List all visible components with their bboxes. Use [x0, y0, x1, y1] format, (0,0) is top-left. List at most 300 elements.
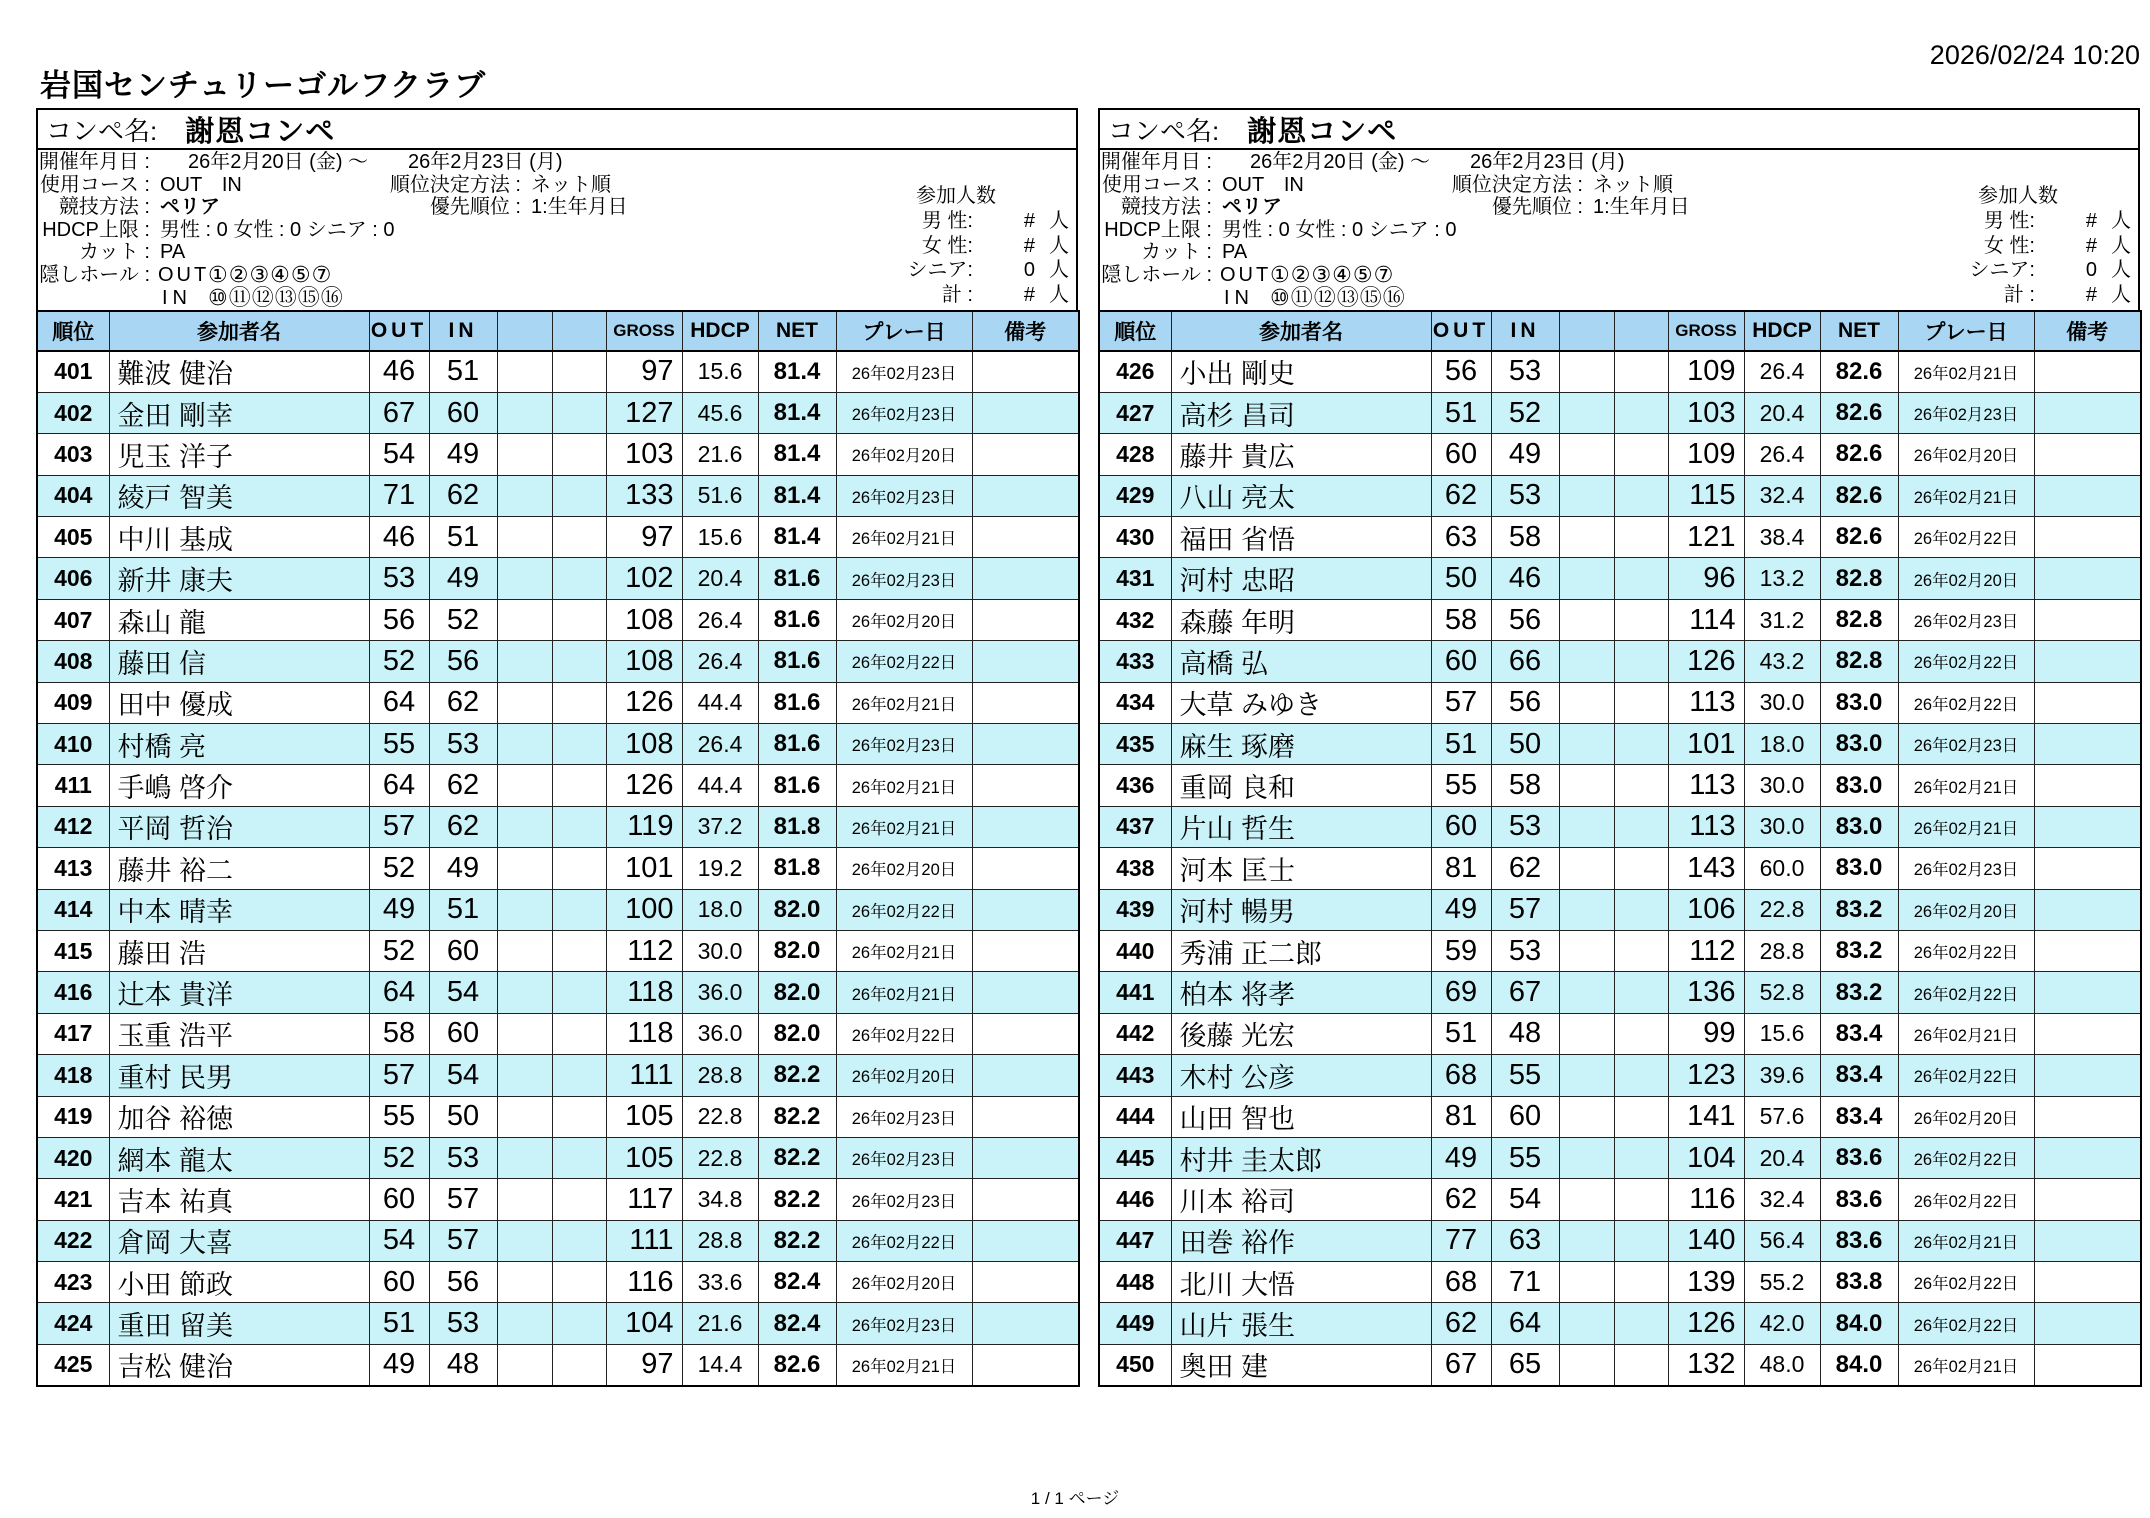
net-cell: 81.4 — [758, 434, 836, 475]
blank-cell — [497, 765, 552, 806]
remarks-cell — [2034, 972, 2141, 1013]
blank-cell — [1559, 434, 1614, 475]
date-from: 26年2月20日 (金) ～ — [188, 151, 369, 173]
remarks-cell — [972, 1220, 1079, 1261]
play-date-cell: 26年02月21日 — [1898, 351, 2034, 392]
blank-cell — [497, 1137, 552, 1178]
competition-info-block — [36, 150, 1078, 310]
play-date-cell: 26年02月21日 — [836, 972, 972, 1013]
blank-cell — [552, 1344, 606, 1385]
blank-cell — [1614, 641, 1668, 682]
blank-cell — [1559, 599, 1614, 640]
blank-cell — [1614, 475, 1668, 516]
in-score-cell: 54 — [1491, 1179, 1559, 1220]
net-cell: 83.4 — [1820, 1055, 1898, 1096]
hdcp-cell: 15.6 — [682, 517, 758, 558]
hdcp-cell: 39.6 — [1744, 1055, 1820, 1096]
blank-cell — [552, 1137, 606, 1178]
net-cell: 83.0 — [1820, 724, 1898, 765]
player-name-cell: 田中 優成 — [109, 682, 369, 723]
hdcp-cell: 42.0 — [1744, 1303, 1820, 1344]
date-range-label: 開催年月日 : — [38, 151, 150, 173]
competition-name-label: コンペ名: — [1108, 115, 1220, 146]
rank-cell: 447 — [1099, 1220, 1171, 1261]
course-label: 使用コース : — [1101, 173, 1212, 196]
remarks-cell — [2034, 558, 2141, 599]
remarks-cell — [972, 558, 1079, 599]
header-in: IN — [429, 311, 497, 351]
out-score-cell: 52 — [369, 641, 429, 682]
in-score-cell: 55 — [1491, 1055, 1559, 1096]
in-score-cell: 60 — [429, 1013, 497, 1054]
play-date-cell: 26年02月21日 — [836, 517, 972, 558]
net-cell: 81.6 — [758, 724, 836, 765]
blank-cell — [1559, 724, 1614, 765]
blank-cell — [1614, 1262, 1668, 1303]
gross-cell: 99 — [1668, 1013, 1744, 1054]
hidden-out-holes: ①②③④⑤⑦ — [1270, 261, 1395, 287]
remarks-cell — [2034, 392, 2141, 433]
blank-cell — [1614, 1179, 1668, 1220]
hdcp-cell: 31.2 — [1744, 599, 1820, 640]
table-row — [1099, 1013, 2141, 1054]
remarks-cell — [2034, 599, 2141, 640]
participants-block — [1940, 184, 2135, 308]
header-hdcp: HDCP — [1744, 311, 1820, 351]
rank-method-label: 順位決定方法 : — [1451, 173, 1583, 196]
net-cell: 82.2 — [758, 1179, 836, 1220]
play-date-cell: 26年02月20日 — [836, 1262, 972, 1303]
priority-value: 1:生年月日 — [1593, 196, 1690, 219]
player-name-cell: 川本 裕司 — [1171, 1179, 1431, 1220]
player-name-cell: 森山 龍 — [109, 599, 369, 640]
blank-cell — [1614, 724, 1668, 765]
rank-cell: 420 — [37, 1137, 109, 1178]
blank-cell — [552, 806, 606, 847]
cut-label: カット : — [1141, 241, 1212, 264]
play-date-cell: 26年02月21日 — [836, 806, 972, 847]
out-score-cell: 77 — [1431, 1220, 1491, 1261]
net-cell: 83.0 — [1820, 806, 1898, 847]
out-score-cell: 64 — [369, 682, 429, 723]
blank-cell — [1559, 1096, 1614, 1137]
hdcp-cell: 28.8 — [682, 1220, 758, 1261]
net-cell: 82.2 — [758, 1137, 836, 1178]
out-score-cell: 54 — [369, 434, 429, 475]
player-name-cell: 新井 康夫 — [109, 558, 369, 599]
in-score-cell: 49 — [429, 558, 497, 599]
out-score-cell: 46 — [369, 517, 429, 558]
net-cell: 82.8 — [1820, 558, 1898, 599]
player-name-cell: 藤井 裕二 — [109, 848, 369, 889]
female-label: 女 性: — [1983, 234, 2035, 257]
senior-label: シニア: — [1969, 259, 2035, 282]
table-row — [37, 1137, 1079, 1178]
blank-cell — [552, 434, 606, 475]
blank-cell — [1559, 682, 1614, 723]
net-cell: 82.4 — [758, 1303, 836, 1344]
blank-cell — [552, 972, 606, 1013]
remarks-cell — [2034, 682, 2141, 723]
blank-cell — [1559, 889, 1614, 930]
table-row — [1099, 558, 2141, 599]
rank-cell: 433 — [1099, 641, 1171, 682]
table-row — [1099, 848, 2141, 889]
player-name-cell: 田巻 裕作 — [1171, 1220, 1431, 1261]
remarks-cell — [972, 765, 1079, 806]
hdcp-cell: 30.0 — [682, 930, 758, 971]
table-row — [37, 1013, 1079, 1054]
page-number: 1 / 1 ページ — [1030, 1489, 1120, 1508]
table-row — [1099, 930, 2141, 971]
date-from: 26年2月20日 (金) ～ — [1250, 151, 1431, 173]
hdcp-limit-label: HDCP上限 : — [42, 218, 150, 241]
rank-cell: 404 — [37, 475, 109, 516]
play-date-cell: 26年02月22日 — [1898, 1137, 2034, 1178]
net-cell: 82.4 — [758, 1262, 836, 1303]
blank-cell — [497, 351, 552, 392]
hdcp-cell: 32.4 — [1744, 475, 1820, 516]
in-score-cell: 53 — [1491, 806, 1559, 847]
play-date-cell: 26年02月22日 — [836, 1220, 972, 1261]
out-score-cell: 49 — [1431, 1137, 1491, 1178]
remarks-cell — [2034, 1344, 2141, 1385]
net-cell: 81.6 — [758, 599, 836, 640]
remarks-cell — [972, 1013, 1079, 1054]
out-score-cell: 46 — [369, 351, 429, 392]
net-cell: 83.2 — [1820, 889, 1898, 930]
remarks-cell — [972, 1137, 1079, 1178]
net-cell: 83.0 — [1820, 682, 1898, 723]
in-score-cell: 62 — [429, 475, 497, 516]
blank-cell — [1614, 930, 1668, 971]
player-name-cell: 村橋 亮 — [109, 724, 369, 765]
gross-cell: 113 — [1668, 806, 1744, 847]
gross-cell: 105 — [606, 1096, 682, 1137]
hdcp-limit-value: 男性 : 0 女性 : 0 シニア : 0 — [160, 218, 395, 241]
net-cell: 81.8 — [758, 806, 836, 847]
hdcp-cell: 55.2 — [1744, 1262, 1820, 1303]
rank-cell: 441 — [1099, 972, 1171, 1013]
rank-method-value: ネット順 — [1593, 173, 1673, 196]
table-row — [1099, 1262, 2141, 1303]
remarks-cell — [972, 1344, 1079, 1385]
net-cell: 83.8 — [1820, 1262, 1898, 1303]
player-name-cell: 網本 龍太 — [109, 1137, 369, 1178]
total-label: 計 : — [941, 284, 973, 307]
priority-label: 優先順位 : — [429, 196, 521, 219]
table-row — [1099, 765, 2141, 806]
blank-cell — [1559, 1013, 1614, 1054]
rank-method-label: 順位決定方法 : — [389, 173, 521, 196]
rank-cell: 406 — [37, 558, 109, 599]
gross-cell: 141 — [1668, 1096, 1744, 1137]
table-row — [37, 972, 1079, 1013]
male-label: 男 性: — [921, 210, 973, 232]
competition-name-label: コンペ名: — [46, 115, 158, 146]
remarks-cell — [972, 1055, 1079, 1096]
blank-cell — [1559, 351, 1614, 392]
participants-title: 参加人数 — [916, 185, 996, 207]
net-cell: 81.4 — [758, 517, 836, 558]
table-row — [1099, 392, 2141, 433]
rank-cell: 411 — [37, 765, 109, 806]
table-row — [37, 641, 1079, 682]
play-date-cell: 26年02月22日 — [1898, 930, 2034, 971]
rank-cell: 423 — [37, 1262, 109, 1303]
table-row — [37, 848, 1079, 889]
player-name-cell: 河村 暢男 — [1171, 889, 1431, 930]
gross-cell: 126 — [606, 765, 682, 806]
remarks-cell — [2034, 1303, 2141, 1344]
gross-cell: 127 — [606, 392, 682, 433]
header-name: 参加者名 — [109, 311, 369, 351]
blank-cell — [497, 599, 552, 640]
blank-cell — [1614, 1137, 1668, 1178]
blank-cell — [1559, 1262, 1614, 1303]
gross-cell: 113 — [1668, 682, 1744, 723]
hdcp-cell: 22.8 — [1744, 889, 1820, 930]
results-panel-right — [1098, 108, 2140, 1387]
gross-cell: 100 — [606, 889, 682, 930]
in-score-cell: 60 — [1491, 1096, 1559, 1137]
table-row — [1099, 972, 2141, 1013]
remarks-cell — [2034, 1137, 2141, 1178]
total-unit: 人 — [2111, 284, 2131, 307]
date-to: 26年2月23日 (月) — [408, 151, 563, 173]
rank-cell: 434 — [1099, 682, 1171, 723]
remarks-cell — [2034, 351, 2141, 392]
cut-label: カット : — [79, 241, 150, 264]
hdcp-cell: 26.4 — [682, 599, 758, 640]
play-date-cell: 26年02月22日 — [836, 1013, 972, 1054]
remarks-cell — [2034, 434, 2141, 475]
net-cell: 82.6 — [1820, 434, 1898, 475]
player-name-cell: 中川 基成 — [109, 517, 369, 558]
rank-cell: 410 — [37, 724, 109, 765]
table-row — [37, 724, 1079, 765]
gross-cell: 101 — [606, 848, 682, 889]
out-score-cell: 55 — [369, 724, 429, 765]
net-cell: 82.6 — [1820, 475, 1898, 516]
in-score-cell: 71 — [1491, 1262, 1559, 1303]
blank-cell — [497, 724, 552, 765]
blank-cell — [552, 1220, 606, 1261]
player-name-cell: 高杉 昌司 — [1171, 392, 1431, 433]
blank-cell — [1559, 806, 1614, 847]
club-title: 岩国センチュリーゴルフクラブ — [40, 68, 487, 103]
table-row — [37, 434, 1079, 475]
play-date-cell: 26年02月21日 — [836, 682, 972, 723]
blank-cell — [1559, 972, 1614, 1013]
play-date-cell: 26年02月21日 — [1898, 765, 2034, 806]
remarks-cell — [972, 848, 1079, 889]
out-score-cell: 51 — [369, 1303, 429, 1344]
in-score-cell: 49 — [429, 434, 497, 475]
gross-cell: 136 — [1668, 972, 1744, 1013]
gross-cell: 103 — [1668, 392, 1744, 433]
net-cell: 81.8 — [758, 848, 836, 889]
blank-cell — [497, 1055, 552, 1096]
play-date-cell: 26年02月20日 — [1898, 434, 2034, 475]
rank-cell: 408 — [37, 641, 109, 682]
header-net: NET — [758, 311, 836, 351]
net-cell: 83.0 — [1820, 848, 1898, 889]
participants-row-female — [878, 234, 1073, 259]
hdcp-cell: 45.6 — [682, 392, 758, 433]
gross-cell: 126 — [1668, 1303, 1744, 1344]
blank-cell — [1559, 517, 1614, 558]
in-score-cell: 56 — [429, 641, 497, 682]
method-label: 競技方法 : — [58, 196, 150, 219]
in-score-cell: 52 — [429, 599, 497, 640]
net-cell: 82.0 — [758, 889, 836, 930]
total-unit: 人 — [1049, 284, 1069, 307]
out-score-cell: 64 — [369, 972, 429, 1013]
player-name-cell: 福田 省悟 — [1171, 517, 1431, 558]
header-rank: 順位 — [37, 311, 109, 351]
rank-cell: 450 — [1099, 1344, 1171, 1385]
net-cell: 81.6 — [758, 558, 836, 599]
hdcp-cell: 44.4 — [682, 682, 758, 723]
rank-method-value: ネット順 — [531, 173, 611, 196]
remarks-cell — [972, 1096, 1079, 1137]
in-score-cell: 46 — [1491, 558, 1559, 599]
table-row — [1099, 806, 2141, 847]
info-line-dates — [1100, 151, 2138, 174]
remarks-cell — [972, 889, 1079, 930]
play-date-cell: 26年02月21日 — [1898, 475, 2034, 516]
out-score-cell: 50 — [1431, 558, 1491, 599]
play-date-cell: 26年02月20日 — [836, 599, 972, 640]
gross-cell: 112 — [1668, 930, 1744, 971]
blank-cell — [552, 848, 606, 889]
blank-cell — [552, 558, 606, 599]
table-row — [1099, 351, 2141, 392]
hidden-out-holes: ①②③④⑤⑦ — [208, 261, 333, 287]
player-name-cell: 奥田 建 — [1171, 1344, 1431, 1385]
hdcp-cell: 15.6 — [682, 351, 758, 392]
player-name-cell: 八山 亮太 — [1171, 475, 1431, 516]
header-remarks: 備考 — [972, 311, 1079, 351]
table-row — [1099, 434, 2141, 475]
in-score-cell: 55 — [1491, 1137, 1559, 1178]
out-score-cell: 67 — [369, 392, 429, 433]
play-date-cell: 26年02月23日 — [836, 392, 972, 433]
rank-cell: 442 — [1099, 1013, 1171, 1054]
blank-cell — [1614, 1096, 1668, 1137]
results-tbody — [37, 351, 1079, 1386]
in-score-cell: 60 — [429, 930, 497, 971]
play-date-cell: 26年02月23日 — [836, 558, 972, 599]
out-score-cell: 81 — [1431, 1096, 1491, 1137]
gross-cell: 97 — [606, 1344, 682, 1385]
table-row — [37, 1096, 1079, 1137]
rank-cell: 432 — [1099, 599, 1171, 640]
header-blank-2 — [552, 311, 606, 351]
table-row — [1099, 641, 2141, 682]
cut-value: PA — [1222, 241, 1248, 264]
play-date-cell: 26年02月22日 — [1898, 517, 2034, 558]
table-row — [37, 1179, 1079, 1220]
out-score-cell: 49 — [369, 889, 429, 930]
date-to: 26年2月23日 (月) — [1470, 151, 1625, 173]
blank-cell — [1614, 392, 1668, 433]
hdcp-cell: 30.0 — [1744, 765, 1820, 806]
in-score-cell: 62 — [1491, 848, 1559, 889]
hdcp-cell: 18.0 — [1744, 724, 1820, 765]
gross-cell: 105 — [606, 1137, 682, 1178]
header-remarks: 備考 — [2034, 311, 2141, 351]
player-name-cell: 手嶋 啓介 — [109, 765, 369, 806]
in-score-cell: 57 — [1491, 889, 1559, 930]
header-blank-1 — [1559, 311, 1614, 351]
blank-cell — [552, 682, 606, 723]
remarks-cell — [972, 392, 1079, 433]
competition-info-block — [1098, 150, 2140, 310]
header-blank-2 — [1614, 311, 1668, 351]
in-score-cell: 56 — [429, 1262, 497, 1303]
method-value: ペリア — [160, 196, 220, 219]
hdcp-cell: 36.0 — [682, 1013, 758, 1054]
rank-cell: 445 — [1099, 1137, 1171, 1178]
info-line-dates — [38, 151, 1076, 174]
table-row — [1099, 1096, 2141, 1137]
net-cell: 82.6 — [1820, 517, 1898, 558]
rank-cell: 426 — [1099, 351, 1171, 392]
out-score-cell: 56 — [1431, 351, 1491, 392]
competition-name: 謝恩コンペ — [185, 115, 336, 148]
rank-cell: 428 — [1099, 434, 1171, 475]
header-play-date: プレー日 — [1898, 311, 2034, 351]
rank-cell: 407 — [37, 599, 109, 640]
rank-cell: 440 — [1099, 930, 1171, 971]
gross-cell: 111 — [606, 1055, 682, 1096]
out-score-cell: 81 — [1431, 848, 1491, 889]
competition-name-box — [1098, 108, 2140, 150]
blank-cell — [497, 682, 552, 723]
gross-cell: 115 — [1668, 475, 1744, 516]
in-score-cell: 62 — [429, 682, 497, 723]
hdcp-limit-value: 男性 : 0 女性 : 0 シニア : 0 — [1222, 218, 1457, 241]
play-date-cell: 26年02月23日 — [836, 1179, 972, 1220]
table-row — [37, 475, 1079, 516]
out-score-cell: 55 — [1431, 765, 1491, 806]
in-score-cell: 49 — [1491, 434, 1559, 475]
male-label: 男 性: — [1983, 210, 2035, 232]
blank-cell — [497, 434, 552, 475]
blank-cell — [552, 641, 606, 682]
table-row — [1099, 475, 2141, 516]
rank-cell: 449 — [1099, 1303, 1171, 1344]
player-name-cell: 後藤 光宏 — [1171, 1013, 1431, 1054]
hdcp-cell: 26.4 — [682, 724, 758, 765]
remarks-cell — [972, 930, 1079, 971]
rank-cell: 430 — [1099, 517, 1171, 558]
in-score-cell: 49 — [429, 848, 497, 889]
blank-cell — [1614, 889, 1668, 930]
gross-cell: 121 — [1668, 517, 1744, 558]
play-date-cell: 26年02月21日 — [836, 930, 972, 971]
remarks-cell — [2034, 1262, 2141, 1303]
in-score-cell: 53 — [429, 1137, 497, 1178]
gross-cell: 143 — [1668, 848, 1744, 889]
remarks-cell — [2034, 641, 2141, 682]
blank-cell — [497, 806, 552, 847]
net-cell: 83.6 — [1820, 1179, 1898, 1220]
net-cell: 81.6 — [758, 765, 836, 806]
method-value: ペリア — [1222, 196, 1282, 219]
